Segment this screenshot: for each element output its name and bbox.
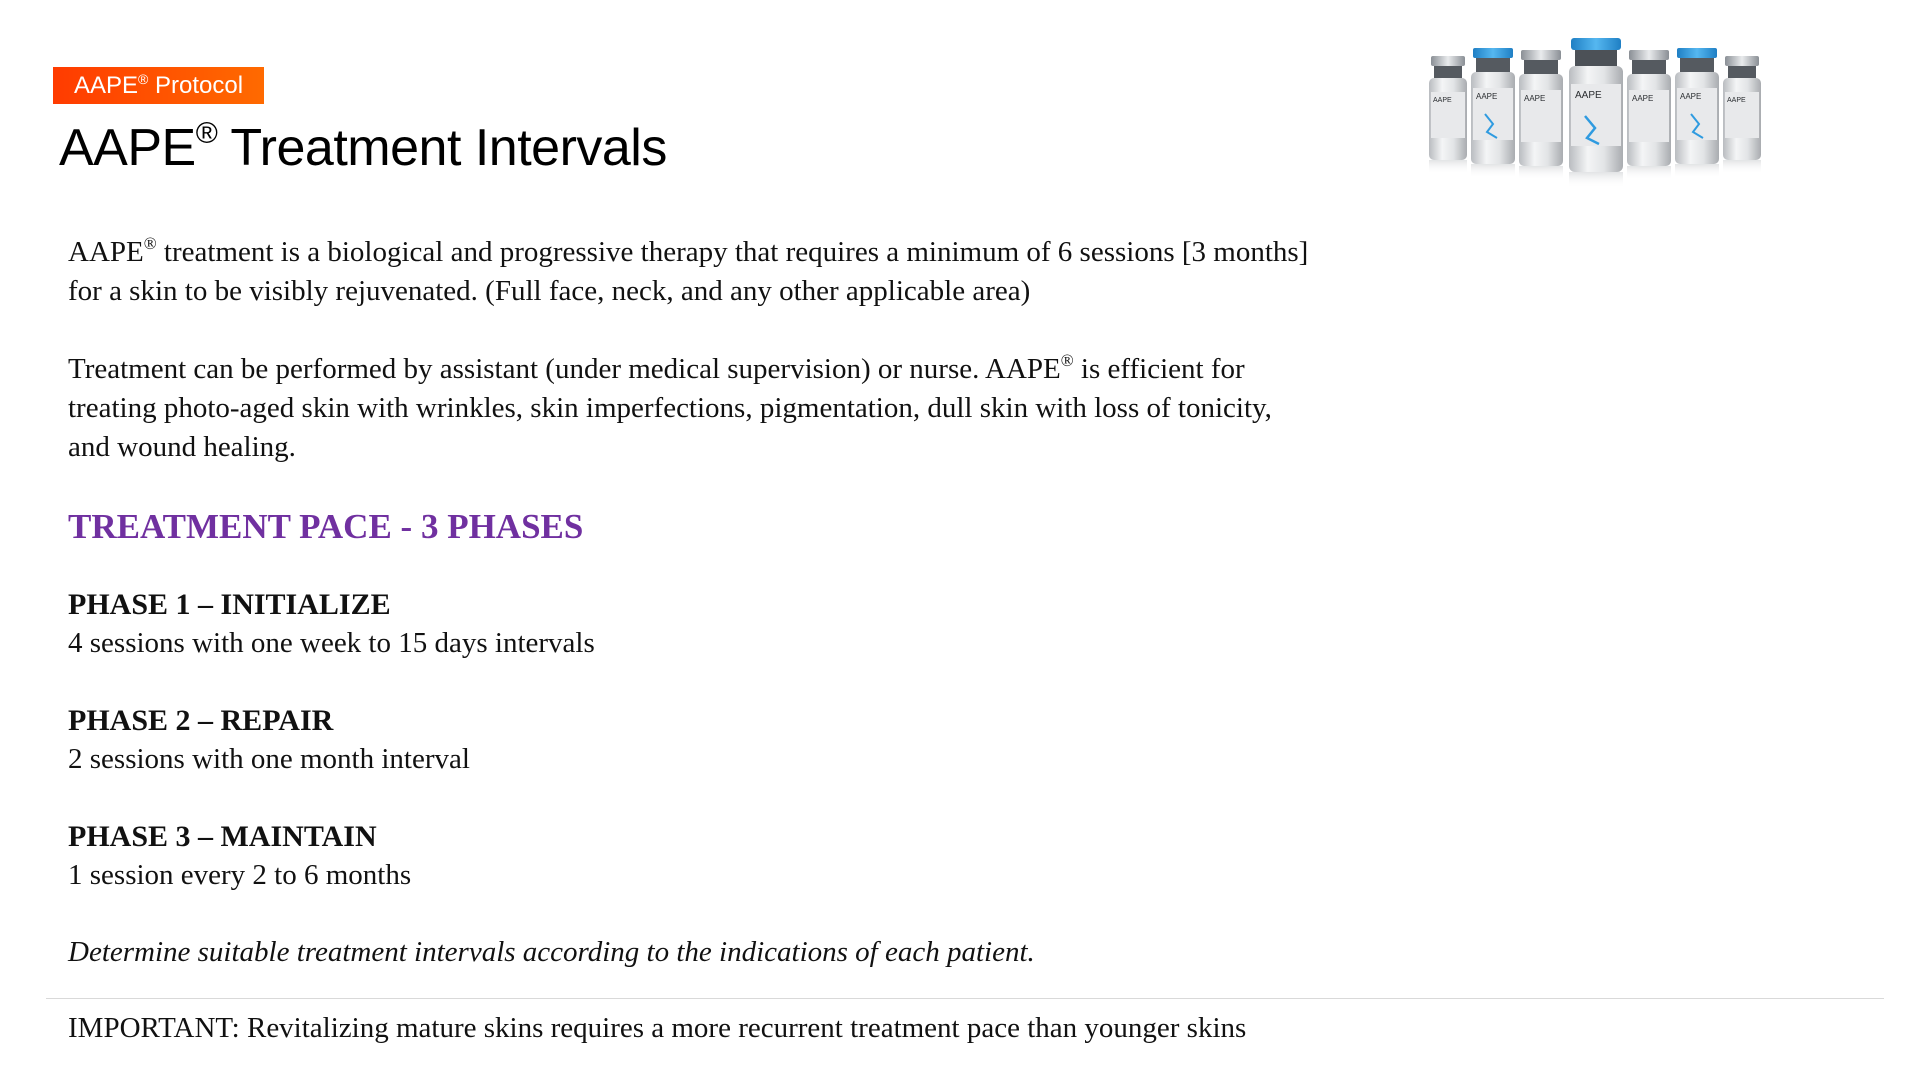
section-heading: TREATMENT PACE - 3 PHASES [68, 507, 584, 546]
intro-paragraph-2 [68, 350, 1488, 467]
vial [1519, 50, 1563, 180]
vial-label: AAPE [1680, 92, 1702, 101]
intro-registered-mark: ® [143, 234, 157, 253]
vial-label: AAPE [1632, 94, 1654, 103]
main-content [68, 233, 1488, 972]
vial-label: AAPE [1433, 97, 1452, 104]
tag-label: Protocol [148, 72, 244, 99]
treatment-note: Determine suitable treatment intervals according to the indications of each patient. [68, 936, 1035, 968]
vial [1471, 48, 1515, 178]
tag-registered-mark: ® [138, 71, 149, 87]
vial-label: AAPE [1727, 97, 1746, 104]
phase-2-description: 2 sessions with one month interval [68, 743, 470, 775]
intro-line-2: for a skin to be visibly rejuvenated. (Full face, neck, and any other applicable area) [68, 275, 1031, 307]
divider [46, 998, 1884, 999]
vial [1627, 50, 1671, 180]
vial [1569, 38, 1623, 188]
title-label: Treatment Intervals [217, 119, 667, 177]
important-notice: IMPORTANT: Revitalizing mature skins requires a more recurrent treatment pace than younger skins [68, 1012, 1247, 1044]
vials-icon [1425, 34, 1765, 194]
vial-label: AAPE [1524, 94, 1546, 103]
intro-p2-registered-mark: ® [1060, 351, 1074, 370]
title-registered-mark: ® [195, 117, 218, 150]
protocol-tag [53, 67, 264, 104]
intro-p2-line-1-end: is efficient for [1073, 353, 1245, 385]
intro-p2-line-2: treating photo-aged skin with wrinkles, skin imperfections, pigmentation, dull skin with loss of tonicity, [68, 392, 1272, 424]
intro-p2-line-3: and wound healing. [68, 431, 296, 463]
page-title [59, 118, 667, 178]
intro-brand: AAPE [68, 236, 144, 268]
vial-label: AAPE [1575, 90, 1602, 101]
phase-1-title: PHASE 1 – INITIALIZE [68, 588, 391, 621]
phase-3-description: 1 session every 2 to 6 months [68, 859, 412, 891]
tag-brand: AAPE [74, 72, 139, 99]
intro-paragraph-1 [68, 233, 1488, 311]
vial [1723, 56, 1761, 174]
intro-p2-line-1-start: Treatment can be performed by assistant (under medical supervision) or nurse. AAPE [68, 353, 1061, 385]
title-brand: AAPE [59, 119, 196, 177]
vial-label: AAPE [1476, 92, 1498, 101]
phase-1-description: 4 sessions with one week to 15 days intervals [68, 627, 595, 659]
phase-2-title: PHASE 2 – REPAIR [68, 704, 334, 737]
intro-line-1: treatment is a biological and progressive therapy that requires a minimum of 6 sessions [3 months] [156, 236, 1309, 268]
phase-3-title: PHASE 3 – MAINTAIN [68, 820, 377, 853]
vial [1675, 48, 1719, 178]
vial [1429, 56, 1467, 174]
